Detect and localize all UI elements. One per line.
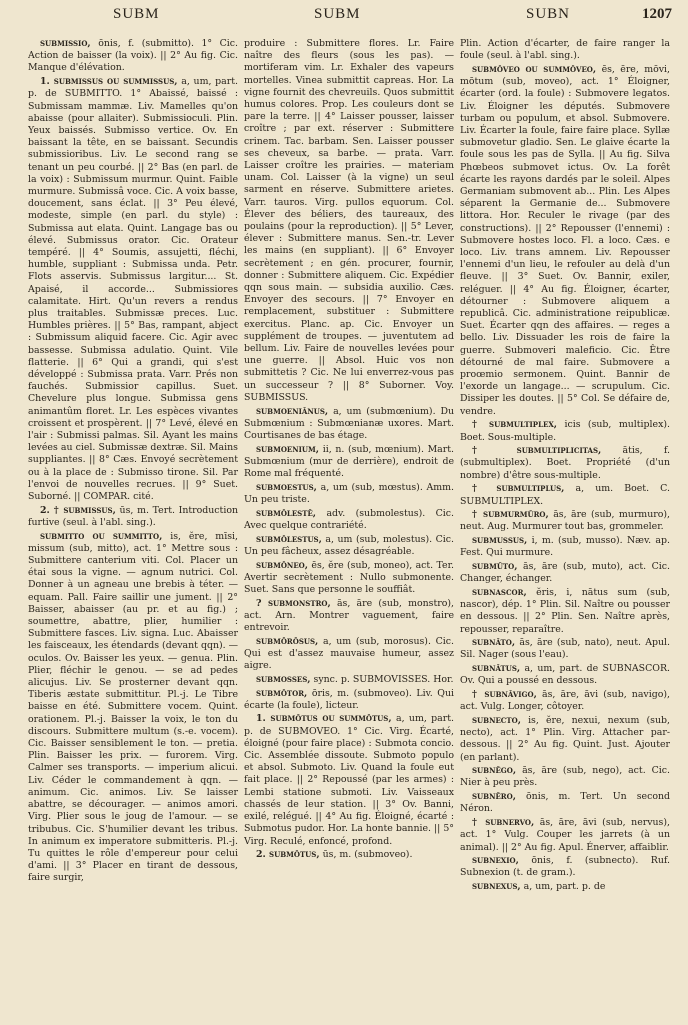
entry-headword: submŏveo ou summŏveo,	[472, 63, 597, 75]
dictionary-entry	[460, 663, 670, 687]
entry-definition: ii, n. (sub, mœnium). Mart. Submœnium (mur de derrière), endroit de Rome mal fréquenté.	[244, 443, 454, 480]
entry-headword: subnātus,	[472, 663, 521, 675]
entry-headword: subnāto,	[472, 637, 516, 649]
entry-definition: ās, āre, āvi (sub, nervus), act. 1° Vulg. Couper les jarrets (à un animal). || 2° Au fig. Apul. Énerver, affaiblir.	[460, 817, 670, 853]
entry-definition: ās, āre (sub, nato), neut. Apul. Sil. Nager (sous l'eau).	[460, 637, 670, 661]
entry-headword: subnexio,	[472, 855, 519, 867]
entry-headword: † submultiplex,	[472, 419, 558, 431]
dictionary-entry	[28, 531, 238, 885]
dictionary-entry	[244, 598, 454, 635]
entry-definition: a, um, part. de SUBNASCOR. Ov. Qui a poussé en dessous.	[460, 663, 670, 687]
entry-headword: 2. † submissus,	[40, 504, 116, 516]
entry-columns	[28, 38, 678, 1019]
entry-definition: icis (sub, multiplex). Boet. Sous-multiple.	[460, 419, 670, 443]
dictionary-entry	[28, 505, 238, 529]
dictionary-entry	[244, 508, 454, 532]
entry-headword: submŏtor,	[256, 687, 308, 699]
entry-definition: produire : Submittere flores. Lr. Faire naître des fleurs (sous les pas). — mortiferam vim. Lr. Exhaler des vapeurs mortelles. Vinea submittit capreas. Hor. La vigne fournit des chevreuils. Quos submittit humus colores. Prop. Les couleurs dont se pare la terre. || 4° Laisser pousser, laisser croître ; par ext. réserver : Submittere crinem. Tac. barbam. Sen. Laisser pousser ses cheveux, sa barbe. — prata. Varr. Laisser croître les prairies. — materiam unam. Col. Laisser (à la vigne) un seul sarment en réserve. Submittere arietes. Varr. tauros. Virg. pullos equorum. Col. Élever des béliers, des taureaux, des poulains (pour la reproduction). || 5° Lever, élever : Submittere manus. Sen.-tr. Lever les mains (en suppliant). || 6° Envoyer secrètement ; en gén. procurer, fournir, donner : Submittere aliquem. Cic. Expédier qqn sous main. — subsidia auxilio. Cæs. Envoyer des secours. || 7° Envoyer en remplacement, substituer : Submittere exercitus. Planc. ap. Cic. Envoyer un supplément de troupes. — juventutem ad bellum. Liv. Faire de nouvelles levées pour une guerre. || Absol. Huic vos non submittetis ? Cic. Ne lui enverrez-vous pas un successeur ? || 8° Suborner. Voy. SUBMISSUS.	[244, 38, 454, 403]
entry-headword: subnecto,	[472, 714, 521, 726]
entry-headword: subnĕgo,	[472, 765, 517, 777]
entry-headword: † submultiplicitas,	[472, 445, 602, 457]
entry-headword: submosses,	[256, 673, 311, 685]
entry-definition: a, um, part. p. de SUBMOVEO. 1° Cic. Virg. Écarté, éloigné (pour faire place) : Submota concio. Cic. Assemblée dissoute. Submoto populo et absol. Submoto. Liv. Quand la foule eut fait place. || 2° Repoussé (par les armes) : Lembi statione submoti. Liv. Vaisseaux chassés de leur station. || 3° Ov. Banni, exilé, relégué. || 4° Au fig. Éloigné, écarté : Submotus pudor. Hor. La honte bannie. || 5° Virg. Reculé, enfoncé, profond.	[244, 713, 454, 847]
dictionary-entry	[460, 689, 670, 713]
entry-definition: ās, āre (sub, muto), act. Cic. Changer, échanger.	[460, 561, 670, 585]
entry-definition: ēs, ēre, mōvi, mōtum (sub, moveo), act. 1° Éloigner, écarter (ord. la foule) : Submovere legatos. Liv. Éloigner les députés. Submovere turbam ou populum, et absol. Submovere. Liv. Écarter la foule, faire faire place. Syllæ submovetur gladio. Sen. Le glaive écarte la foule sous les pas de Sylla. || Au fig. Silva Phœbeos submovet ictus. Ov. La forêt écarte les rayons dardés par le soleil. Alpes Germaniam submovent ab... Plin. Les Alpes séparent la Germanie de... Submovere littora. Hor. Reculer le rivage (par des constructions). || 2° Repousser (l'ennemi) : Submovere hostes loco. Fl. a loco. Cæs. e loco. Liv. trans amnem. Liv. Repousser l'ennemi d'un lieu, le refouler au delà d'un fleuve. || 3° Suet. Ov. Bannir, exiler, reléguer. || 4° Au fig. Éloigner, écarter, détourner : Submovere aliquem a republicâ. Cic. administratione reipublicæ. Suet. Écarter qqn des affaires. — reges a bello. Liv. Dissuader les rois de faire la guerre. Submoveri maleficio. Cic. Être détourné de mal faire. Submovere a proœmio sermonem. Quint. Bannir de l'exorde un langage... — scrupulum. Cic. Dissiper les doutes. || 5° Col. Se défaire de, vendre.	[460, 63, 670, 417]
dictionary-entry	[244, 482, 454, 506]
column-3	[460, 38, 670, 1019]
entry-headword: submoenium,	[256, 443, 320, 455]
entry-headword: submūto,	[472, 561, 518, 573]
page-number: 1207	[642, 6, 672, 22]
dictionary-entry	[460, 483, 670, 507]
entry-headword: † submurmŭro,	[472, 509, 549, 521]
entry-definition: a, um, part. p. de SUBMITTO. 1° Abaissé, baissé : Submissam mammæ. Liv. Mamelles qu'on abaisse (pour allaiter). Submissioculi. Plin. Yeux baissés. Submisso vertice. Ov. En baissant la tête, en se baissant. Secundis submissioribus. Liv. Le second rang se tenant un peu courbé. || 2° Bas (en parl. de la voix) : Submissum murmur. Quint. Faible murmure. Submissâ voce. Cic. A voix basse, doucement, sans éclat. || 3° Peu élevé, modeste, simple (en parl. du style) : Submissa aut elata. Quint. Langage bas ou élevé. Submissus orator. Cic. Orateur tempéré. || 4° Soumis, assujetti, fléchi, humble, suppliant : Submissa unda. Petr. Flots asservis. Submissus largitur.... St. Apaisé, il accorde... Submissiores calamitate. Hirt. Qu'un revers a rendus plus traitables. Submissæ preces. Luc. Humbles prières. || 5° Bas, rampant, abject : Submissum aliquid facere. Cic. Agir avec bassesse. Submissa adulatio. Quint. Vile flatterie. || 6° Qui a grandi, qui s'est développé : Submissa prata. Varr. Prés non fauchés. Submissior capillus. Suet. Chevelure plus longue. Submissa gens animantûm floret. Lr. Les espèces vivantes croissent et prospèrent. || 7° Levé, élevé en l'air : Submissi palmas. Sil. Ayant les mains levées au ciel. Submissæ dextræ. Sil. Mains suppliantes. || 8° Cæs. Envoyé secrètement ou à la place de : Submisso tirone. Sil. Par l'envoi de nouvelles recrues. || 9° Suet. Suborné. || COMPAR. cité.	[28, 76, 238, 503]
dictionary-entry	[460, 445, 670, 482]
entry-headword: submŏlestus,	[256, 533, 322, 545]
entry-headword: subnexus,	[472, 881, 521, 893]
dictionary-entry	[244, 534, 454, 558]
entry-headword: † subnervo,	[472, 817, 535, 829]
dictionary-entry	[244, 406, 454, 443]
dictionary-entry	[244, 849, 454, 861]
dictionary-entry	[460, 881, 670, 893]
dictionary-entry	[460, 791, 670, 815]
dictionary-entry	[28, 38, 238, 75]
entry-definition: a, um (sub, morosus). Cic. Qui est d'assez mauvaise humeur, assez aigre.	[244, 635, 454, 672]
entry-definition: is, ĕre, nexui, nexum (sub, necto), act. 1° Plin. Virg. Attacher par-dessous. || 2° Au fig. Quint. Just. Ajouter (en parlant).	[460, 714, 670, 763]
entry-headword: subnĕro,	[472, 791, 516, 803]
entry-definition: ūs, m. (submoveo).	[322, 849, 413, 861]
entry-headword: ? submonstro,	[256, 597, 331, 609]
entry-headword: submissio,	[40, 38, 91, 49]
dictionary-entry	[460, 637, 670, 661]
dictionary-entry	[244, 713, 454, 847]
dictionary-entry	[244, 38, 454, 404]
entry-definition: ās, āre (sub, murmuro), neut. Aug. Murmurer tout bas, grommeler.	[460, 509, 670, 533]
entry-headword: submoeniānus,	[256, 405, 329, 417]
entry-headword: submŏlestē,	[256, 507, 317, 519]
entry-definition: a, um (sub, molestus). Cic. Un peu fâcheux, assez désagréable.	[244, 533, 454, 557]
entry-definition: ōnis, m. Tert. Un second Néron.	[460, 791, 670, 815]
dictionary-entry	[460, 38, 670, 62]
entry-definition: is, ĕre, mīsi, missum (sub, mitto), act. 1° Mettre sous : Submittere canterium viti. Col. Placer un étai sous la vigne. — agnum nutrici. Col. Donner à un agneau une brebis à téter. — equam. Pall. Faire saillir une jument. || 2° Baisser, abaisser (au pr. et au fig.) ; soumettre, abattre, plier, humilier : Submittere fasces. Liv. signa. Luc. Abaisser les faisceaux, les étendards (devant qqn). — oculos. Ov. Baisser les yeux. — genua. Plin. Plier, fléchir le genou. — se ad pedes alicujus. Liv. Se prosterner devant qqn. Tiberis æstate submittitur. Pl.-j. Le Tibre baisse en été. Submittere vocem. Quint. orationem. Pl.-j. Baisser la voix, le ton du discours. Submittere multum (s.-e. vocem). Cic. Baisser sensiblement le ton. — pretia. Plin. Baisser les prix. — furorem. Virg. Calmer ses transports. — imperium alicui. Liv. Céder le commandement à qqn. — animum. Cic. animos. Liv. Se laisser abattre, se décourager. — animos amori. Virg. Plier sous le joug de l'amour. — se tribubus. Cic. S'humilier devant les tribus. In animum ex imperatore submitteris. Pl.-j. Tu quittes le rôle d'empereur pour celui d'ami. || 3° Placer en tirant de dessous, faire surgir,	[28, 530, 238, 884]
entry-definition: ātis, f. (submultiplex). Boet. Propriété (d'un nombre) d'être sous-multiple.	[460, 445, 670, 481]
dictionary-entry	[244, 636, 454, 673]
entry-headword: subnascor,	[472, 586, 527, 598]
dictionary-entry	[460, 587, 670, 636]
column-1	[28, 38, 238, 1019]
dictionary-entry	[28, 76, 238, 503]
dictionary-entry	[460, 535, 670, 559]
entry-definition: i, m. (sub, musso). Næv. ap. Fest. Qui murmure.	[460, 535, 670, 559]
header-left-guideword: SUBM	[113, 6, 160, 22]
entry-definition: ās, āre (sub, monstro), act. Arn. Montrer vaguement, faire entrevoir.	[244, 597, 454, 634]
entry-definition: ēs, ĕre (sub, moneo), act. Ter. Avertir secrètement : Nullo submonente. Suet. Sans que personne le souffiât.	[244, 559, 454, 595]
entry-headword: submŏrōsus,	[256, 635, 319, 647]
entry-headword: † subnāvigo,	[472, 689, 537, 701]
dictionary-entry	[460, 817, 670, 854]
header-right-guideword: SUBN	[526, 6, 571, 22]
entry-headword: submitto ou summitto,	[40, 530, 163, 542]
entry-definition: adv. (submolestus). Cic. Avec quelque contrariété.	[244, 507, 454, 531]
header-center-guideword: SUBM	[314, 6, 361, 22]
entry-definition: ōris, m. (submoveo). Liv. Qui écarte (la foule), licteur.	[244, 687, 454, 711]
entry-headword: † submultiplus,	[472, 483, 565, 495]
dictionary-entry	[460, 561, 670, 585]
entry-headword: submŏneo,	[256, 559, 309, 571]
entry-definition: a, um. Boet. C. SUBMULTIPLEX.	[460, 483, 670, 507]
entry-definition: ūs, m. Tert. Introduction furtive (seul. à l'abl. sing.).	[28, 504, 238, 528]
dictionary-entry	[460, 509, 670, 533]
entry-definition: sync. p. SUBMOVISSES. Hor.	[313, 673, 454, 685]
dictionary-entry	[244, 444, 454, 481]
entry-headword: 1. submōtus ou summōtus,	[256, 713, 392, 725]
dictionary-entry	[460, 64, 670, 418]
running-header	[28, 6, 672, 30]
dictionary-entry	[460, 765, 670, 789]
entry-definition: a, um (sub, mœstus). Amm. Un peu triste.	[244, 481, 454, 506]
entry-definition: ĕris, i, nātus sum (sub, nascor), dép. 1° Plin. Sil. Naître ou pousser en dessous. || 2° Plin. Sen. Naître après, repousser, reparaître.	[460, 586, 670, 635]
entry-definition: a, um (submœnium). Du Submœnium : Submœnianæ uxores. Mart. Courtisanes de bas étage.	[244, 405, 454, 441]
entry-headword: 2. submōtus,	[256, 849, 320, 861]
entry-definition: Plin. Action d'écarter, de faire ranger la foule (seul. à l'abl. sing.).	[460, 38, 670, 62]
column-2	[244, 38, 454, 1019]
dictionary-entry	[244, 674, 454, 686]
entry-definition: ās, āre (sub, nego), act. Cic. Nier à peu près.	[460, 765, 670, 789]
entry-definition: ās, āre, āvi (sub, navigo), act. Vulg. Longer, côtoyer.	[460, 689, 670, 713]
entry-headword: 1. submissus ou summissus,	[40, 76, 178, 88]
dictionary-entry	[244, 688, 454, 712]
entry-definition: ōnis, f. (submitto). 1° Cic. Action de baisser (la voix). || 2° Au fig. Cic. Manque d'élévation.	[28, 38, 238, 74]
entry-definition: ōnis, f. (subnecto). Ruf. Subnexion (t. de gram.).	[460, 855, 670, 879]
entry-headword: submoestus,	[256, 481, 317, 493]
entry-headword: submussus,	[472, 535, 528, 547]
dictionary-entry	[460, 715, 670, 764]
dictionary-entry	[460, 855, 670, 879]
entry-definition: a, um, part. p. de	[523, 881, 606, 893]
dictionary-entry	[244, 560, 454, 597]
dictionary-entry	[460, 419, 670, 443]
